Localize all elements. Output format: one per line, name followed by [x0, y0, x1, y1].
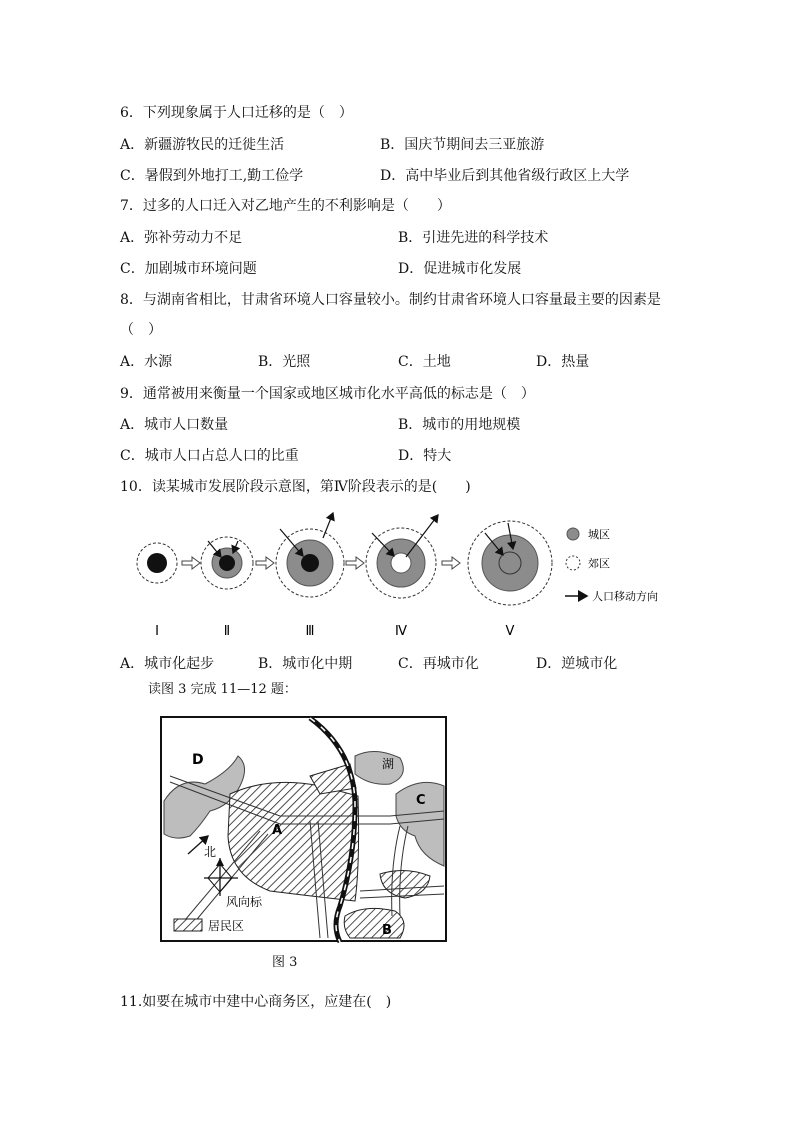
map-label-b: B: [382, 923, 392, 938]
q6-option-b: B．国庆节期间去三亚旅游: [380, 137, 545, 153]
map-label-a: A: [272, 823, 283, 838]
svg-text:城区: 城区: [588, 528, 610, 541]
q9-option-a: A．城市人口数量: [120, 417, 229, 433]
map-intro: 读图 3 完成 11—12 题：: [148, 682, 297, 697]
q9-option-b: B．城市的用地规模: [398, 417, 521, 433]
q7-option-b: B．引进先进的科学技术: [398, 230, 549, 246]
stage-5-circle: [468, 521, 552, 605]
map-label-c: C: [416, 793, 426, 808]
q7-option-d: D．促进城市化发展: [398, 261, 522, 277]
wind-rose-label: 风向标: [226, 895, 263, 909]
q10-option-c: C．再城市化: [398, 656, 479, 672]
svg-text:北: 北: [204, 845, 217, 859]
stage-arrow-2: [256, 557, 274, 569]
q6-option-d: D．高中毕业后到其他省级行政区上大学: [380, 168, 630, 184]
q6-option-c: C．暑假到外地打工,勤工俭学: [120, 168, 304, 184]
map-label-hu: 湖: [382, 757, 395, 771]
stage-label-1: Ⅰ: [155, 624, 159, 639]
stage-arrow-3: [346, 557, 364, 569]
stage-label-4: Ⅳ: [395, 624, 407, 639]
q7-option-a: A．弥补劳动力不足: [120, 230, 243, 246]
q11-stem: 11.如要在城市中建中心商务区，应建在( ): [120, 994, 392, 1010]
figure-caption: 图 3: [272, 955, 298, 970]
q8-option-c: C．土地: [398, 354, 451, 370]
q8-stem-continued: （ ）: [120, 322, 162, 338]
urbanization-stage-diagram: [120, 505, 680, 645]
city-map-figure: [160, 716, 450, 944]
q7-stem: 7．过多的人口迁入对乙地产生的不利影响是（ ）: [120, 198, 451, 214]
stage-arrow-1: [182, 557, 200, 569]
q10-option-d: D．逆城市化: [536, 656, 618, 672]
q10-option-a: A．城市化起步: [120, 656, 215, 672]
stage-4-circle: [366, 515, 438, 598]
legend-arrow: [565, 589, 658, 603]
map-label-d: D: [192, 752, 204, 768]
svg-text:居民区: 居民区: [208, 919, 245, 933]
q8-stem: 8．与湖南省相比，甘肃省环境人口容量较小。制约甘肃省环境人口容量最主要的因素是: [120, 292, 661, 308]
lake-north: [355, 751, 403, 784]
stage-label-5: Ⅴ: [505, 624, 515, 639]
stage-label-3: Ⅲ: [305, 624, 315, 639]
residential-zone-b: [344, 908, 404, 938]
legend-city: [567, 528, 610, 541]
q9-option-c: C．城市人口占总人口的比重: [120, 448, 299, 464]
svg-text:人口移动方向: 人口移动方向: [592, 590, 658, 603]
stage-2-circle: [201, 537, 253, 589]
svg-text:郊区: 郊区: [588, 557, 610, 570]
q8-option-b: B．光照: [258, 354, 311, 370]
stage-arrow-4: [442, 557, 460, 569]
legend-suburb: [566, 556, 610, 570]
q6-stem: 6．下列现象属于人口迁移的是（ ）: [120, 105, 353, 121]
q8-option-d: D．热量: [536, 354, 590, 370]
q9-option-d: D．特大: [398, 448, 452, 464]
stage-1-circle: [137, 543, 177, 583]
q8-option-a: A．水源: [120, 354, 173, 370]
q10-stem: 10．读某城市发展阶段示意图，第Ⅳ阶段表示的是( ): [120, 479, 471, 495]
legend-residential: [174, 919, 244, 933]
q10-option-b: B．城市化中期: [258, 656, 353, 672]
q7-option-c: C．加剧城市环境问题: [120, 261, 257, 277]
stage-3-circle: [276, 513, 344, 597]
q6-option-a: A．新疆游牧民的迁徙生活: [120, 137, 285, 153]
q9-stem: 9．通常被用来衡量一个国家或地区城市化水平高低的标志是（ ）: [120, 386, 535, 402]
stage-label-2: Ⅱ: [223, 624, 231, 639]
